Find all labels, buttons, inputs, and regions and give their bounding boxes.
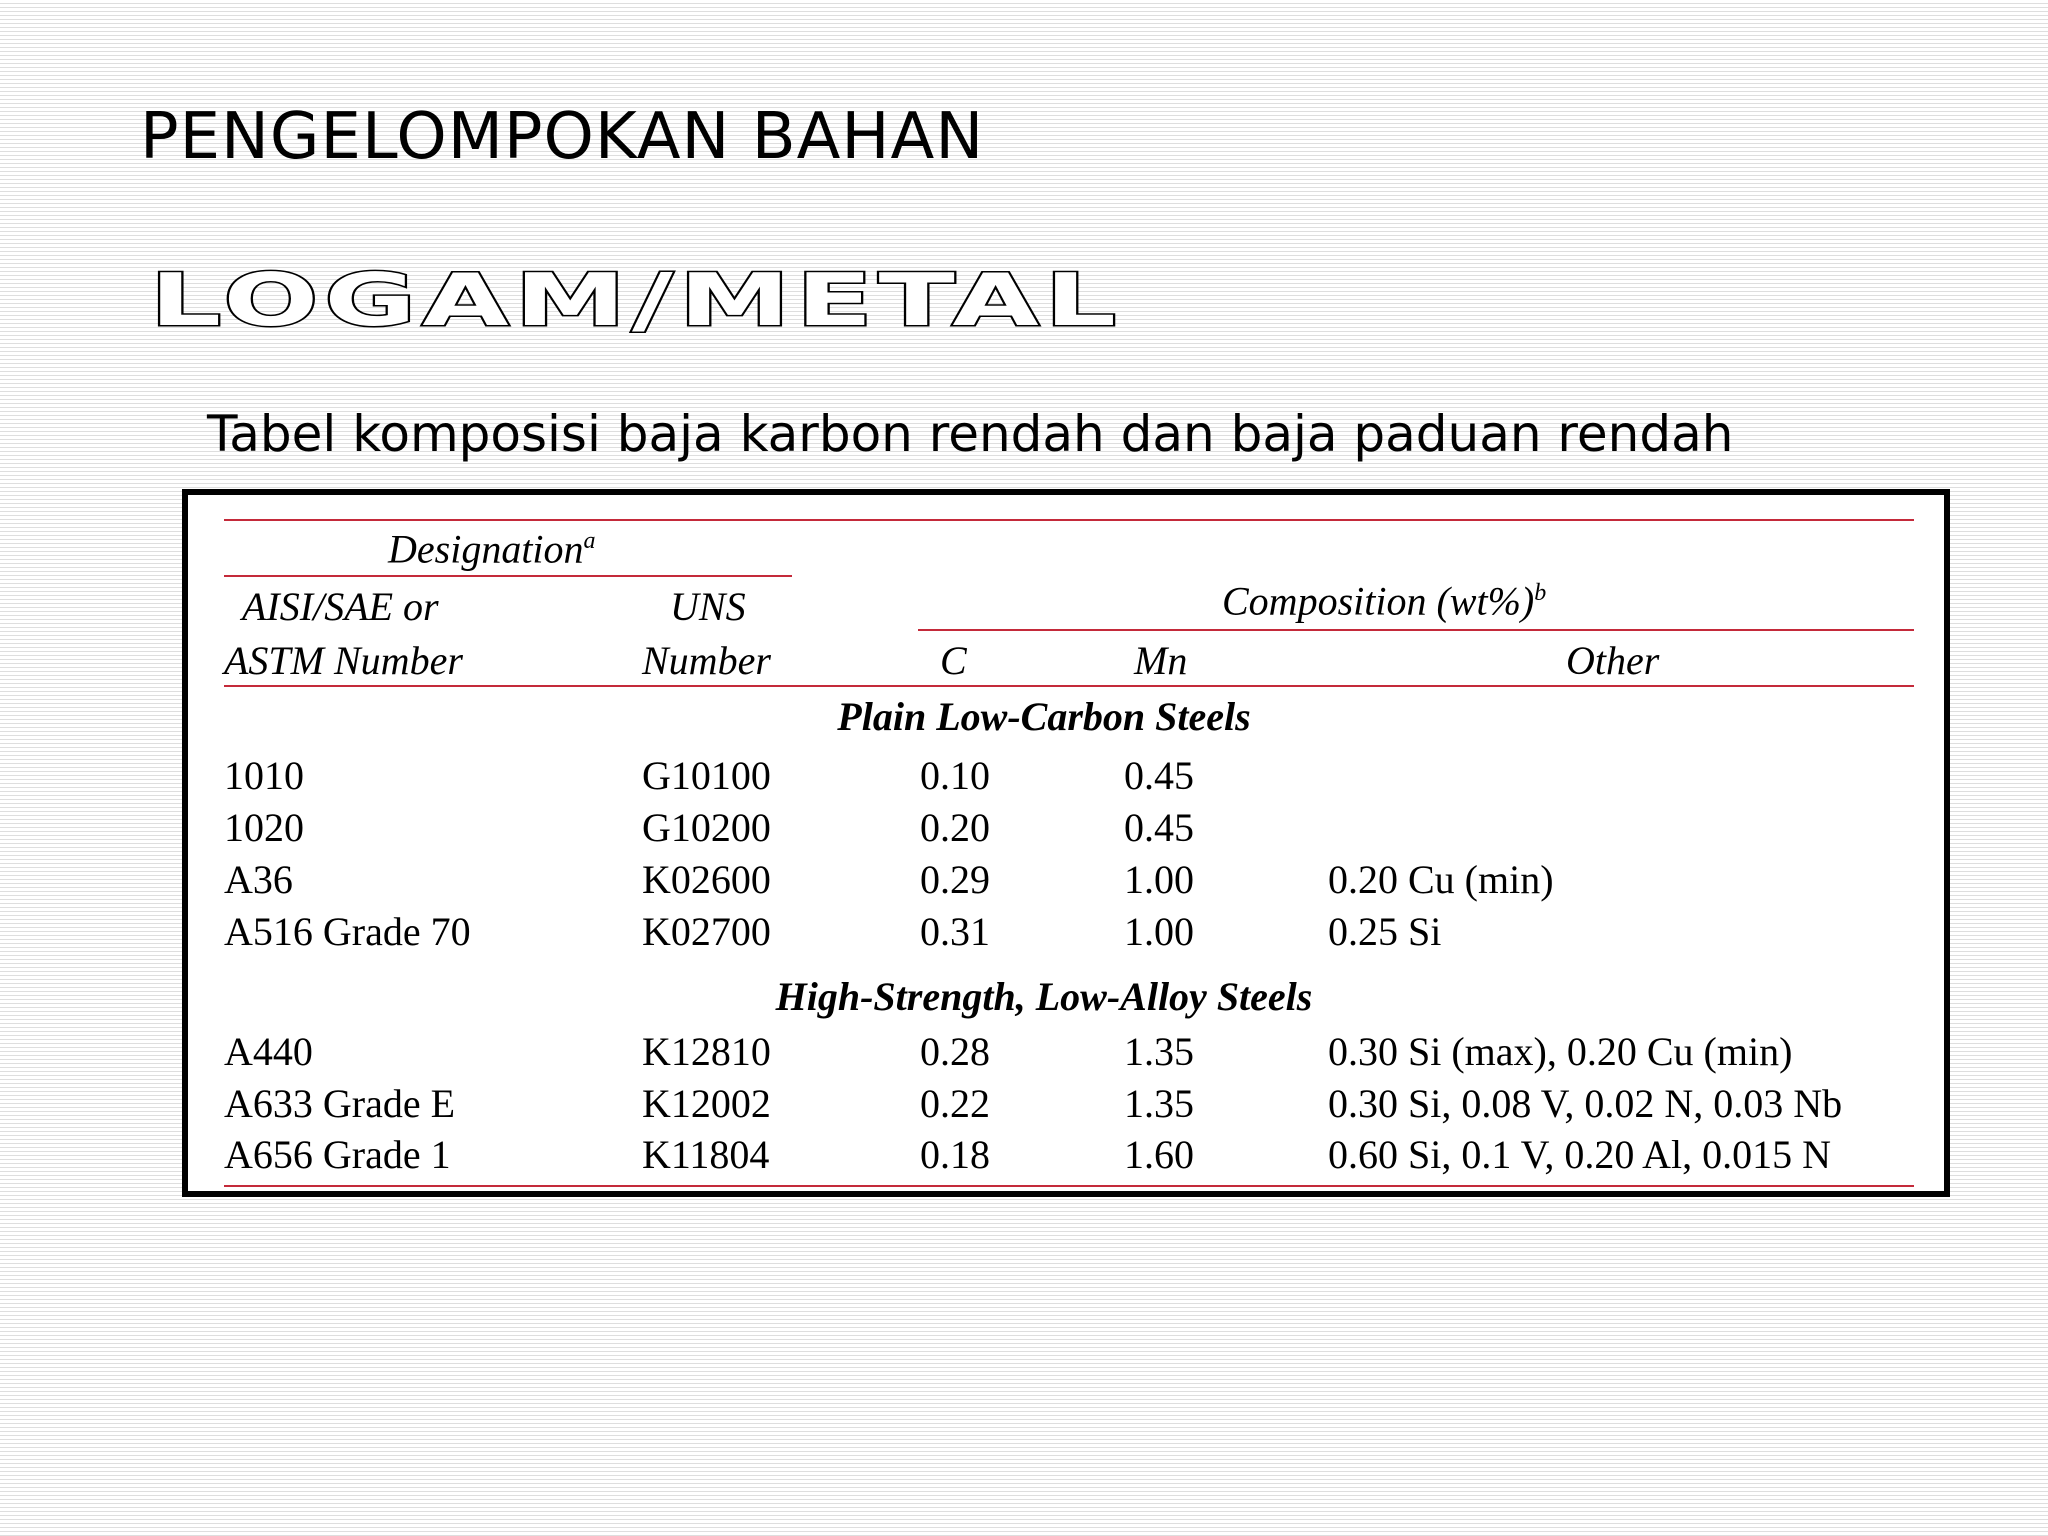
c-cell: 0.31 [920, 909, 990, 954]
mn-cell: 1.35 [1124, 1081, 1194, 1126]
uns-cell: G10200 [642, 805, 771, 850]
other-cell: 0.20 Cu (min) [1328, 857, 1554, 902]
uns-cell: K12810 [642, 1029, 771, 1074]
aisi-cell: 1010 [224, 753, 304, 798]
designation-rule [224, 575, 792, 577]
other-cell: 0.25 Si [1328, 909, 1442, 954]
mn-cell: 1.00 [1124, 857, 1194, 902]
mn-cell: 0.45 [1124, 805, 1194, 850]
c-cell: 0.22 [920, 1081, 990, 1126]
aisi-header-line2: ASTM Number [224, 638, 463, 683]
c-cell: 0.28 [920, 1029, 990, 1074]
c-cell: 0.18 [920, 1132, 990, 1177]
uns-cell: K11804 [642, 1132, 770, 1177]
c-cell: 0.10 [920, 753, 990, 798]
aisi-cell: A440 [224, 1029, 313, 1074]
table-caption: Tabel komposisi baja karbon rendah dan baja paduan rendah [207, 405, 1734, 463]
mn-header: Mn [1134, 638, 1188, 683]
mn-cell: 1.60 [1124, 1132, 1194, 1177]
composition-table-body [188, 495, 1944, 1191]
aisi-cell: A516 Grade 70 [224, 909, 471, 954]
composition-rule [918, 629, 1914, 631]
c-cell: 0.20 [920, 805, 990, 850]
designation-header: Designation$^a$ [388, 526, 596, 572]
other-cell: 0.60 Si, 0.1 V, 0.20 Al, 0.015 N [1328, 1132, 1832, 1177]
mn-cell: 1.35 [1124, 1029, 1194, 1074]
uns-header-line2: Number [642, 638, 771, 683]
aisi-cell: A656 Grade 1 [224, 1132, 451, 1177]
section-title-plain-low-carbon: Plain Low-Carbon Steels [837, 694, 1251, 739]
uns-header-line1: UNS [670, 584, 746, 629]
aisi-cell: A633 Grade E [224, 1081, 456, 1126]
header-bottom-rule [224, 685, 1914, 687]
aisi-cell: A36 [224, 857, 293, 902]
table-bottom-rule [224, 1185, 1914, 1187]
section-title-hsla: High-Strength, Low-Alloy Steels [775, 974, 1313, 1019]
c-header: C [940, 638, 967, 683]
uns-cell: K02700 [642, 909, 771, 954]
composition-table [182, 489, 1950, 1197]
composition-header: Composition $(wt\%)^b$ [1222, 578, 1547, 624]
other-header: Other [1566, 638, 1660, 683]
mn-cell: 1.00 [1124, 909, 1194, 954]
other-cell: 0.30 Si, 0.08 V, 0.02 N, 0.03 Nb [1328, 1081, 1843, 1126]
other-cell: 0.30 Si (max), 0.20 Cu (min) [1328, 1029, 1793, 1074]
table-top-rule [224, 519, 1914, 521]
aisi-header-line1: AISI/SAE or [242, 584, 439, 629]
uns-cell: G10100 [642, 753, 771, 798]
aisi-cell: 1020 [224, 805, 304, 850]
mn-cell: 0.45 [1124, 753, 1194, 798]
c-cell: 0.29 [920, 857, 990, 902]
slide-title: PENGELOMPOKAN BAHAN [140, 100, 985, 174]
uns-cell: K12002 [642, 1081, 771, 1126]
section-heading: LOGAM/METAL [150, 258, 1123, 342]
uns-cell: K02600 [642, 857, 771, 902]
